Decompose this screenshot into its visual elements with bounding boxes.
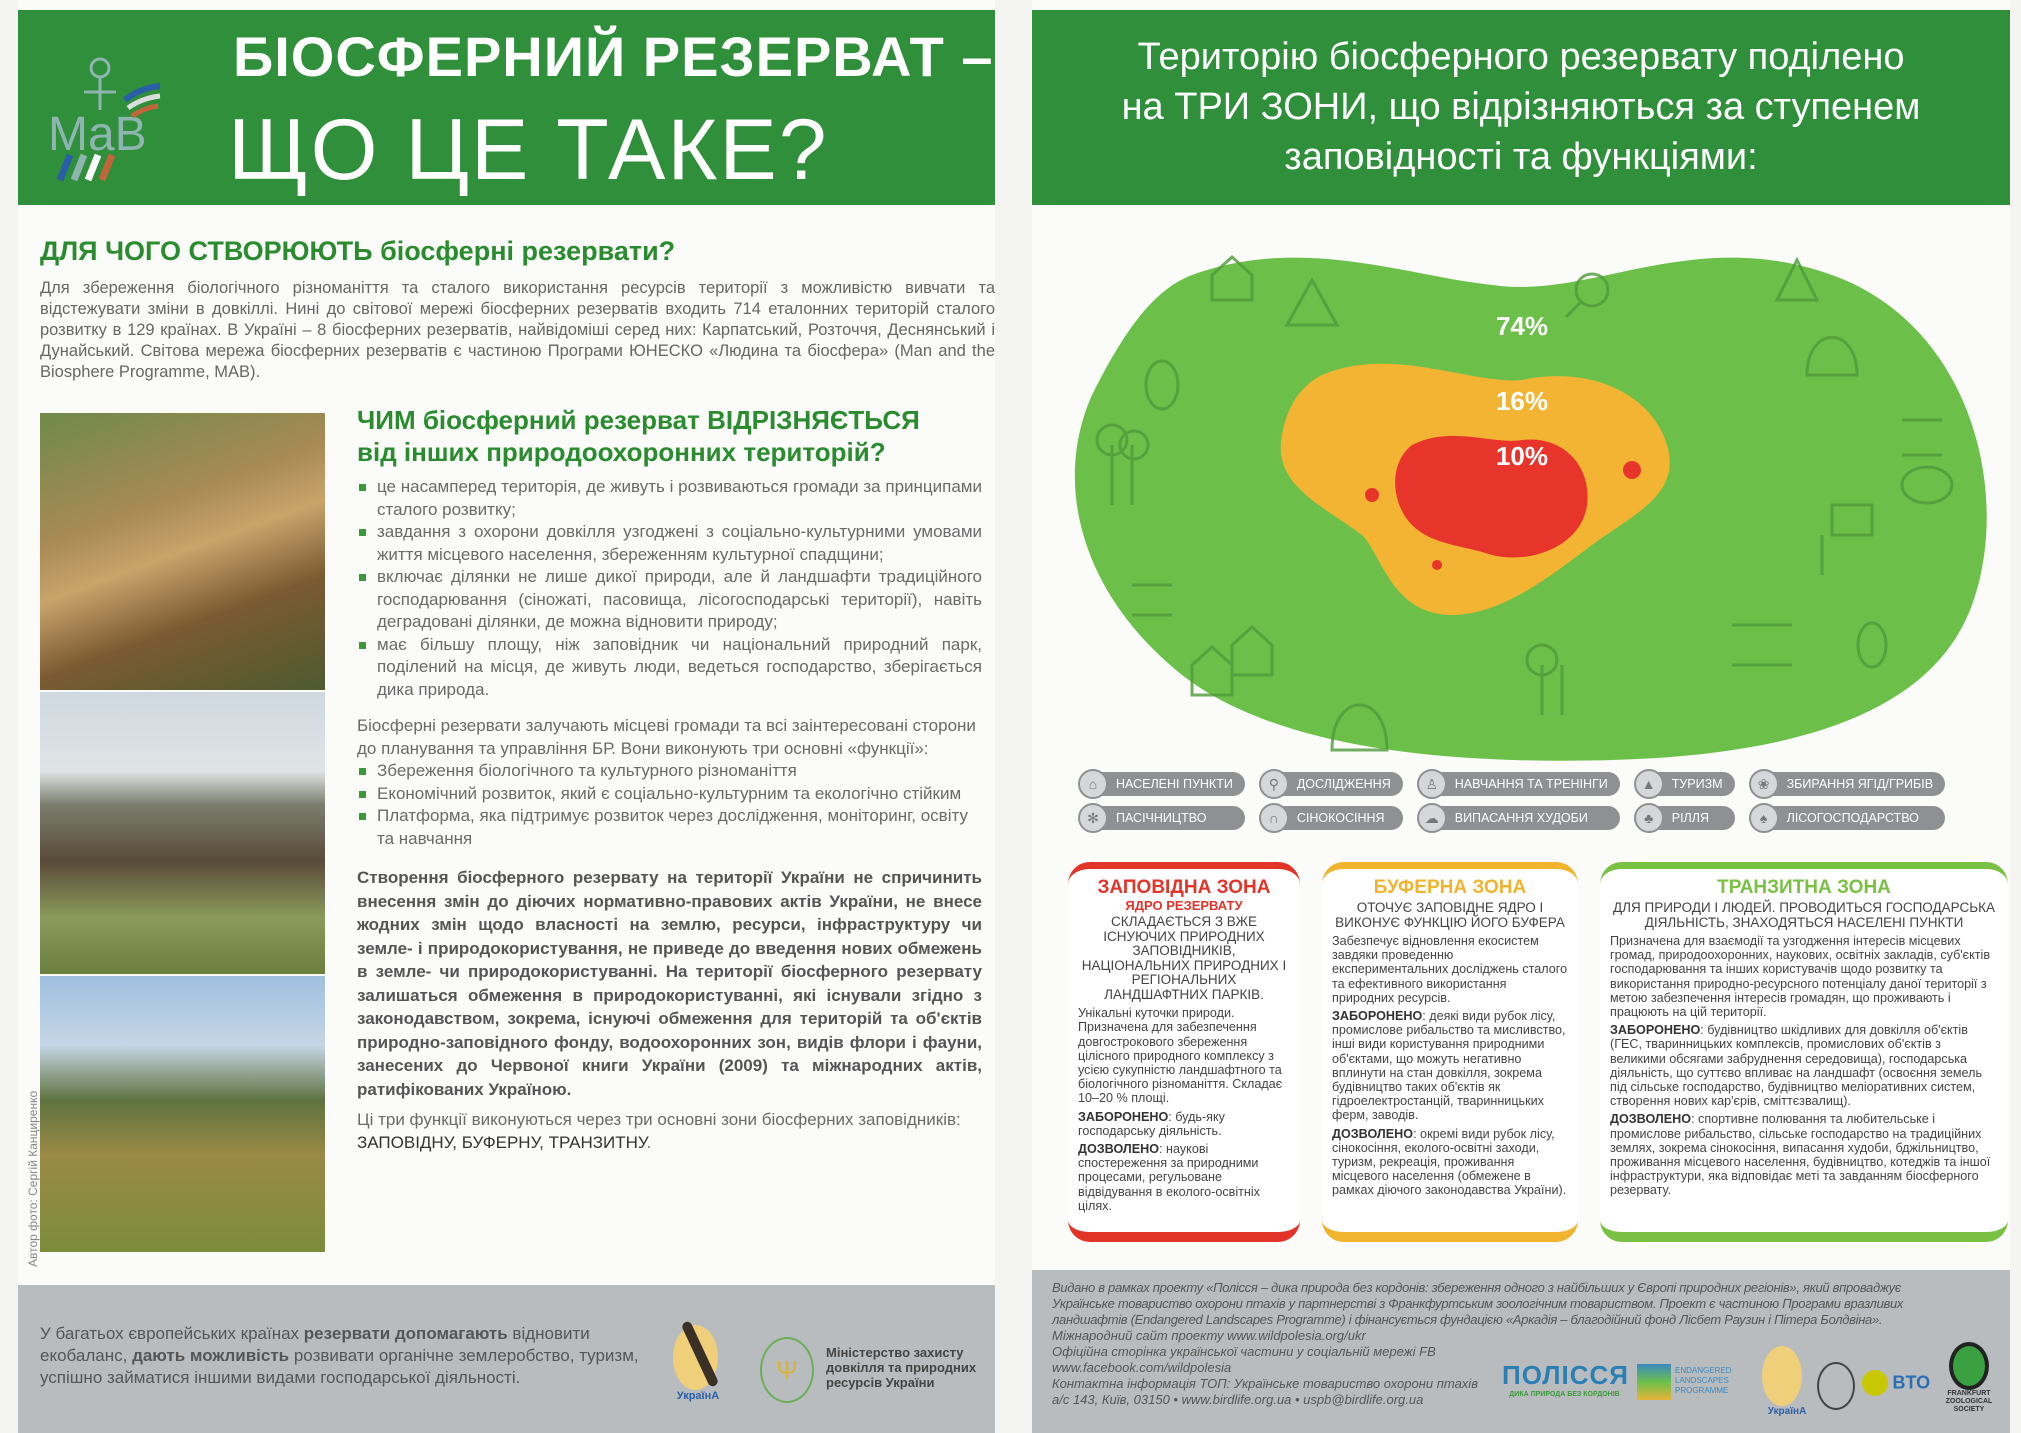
zone-allowed — [1078, 1142, 1290, 1213]
zone-forbidden — [1078, 1110, 1290, 1138]
footer-line: Видано в рамках проекту «Полісся – дика природа без кордонів: збереження одного з найбільших у Європі природних регіонів», який впроваджує — [1052, 1280, 1901, 1295]
right-header — [1032, 10, 2010, 205]
ministry-name: Міністерство захисту довкілля та природних ресурсів України — [826, 1345, 977, 1390]
zone-allowed — [1610, 1112, 1998, 1197]
zone-description: Забезпечує відновлення екосистем завдяки проведенню експериментальних досліджень сталого та ефективного використання природних ресурсів. — [1332, 934, 1568, 1005]
footer-line: ландшафтів (Endangered Landscapes Programme) і фінансується фундацією «Аркадія – благодійний фонд Лісбет Раузин і Пітера Болдвіна». — [1052, 1312, 1883, 1327]
zone-description: Призначена для взаємодії та узгодження інтересів місцевих громад, природоохоронних, наукових, освітніх закладів, суб'єктів господарювання та інших користувачів щодо розвитку та використання природно-ресурсного потенціалу даної території з метою забезпечення інтересів громадян, що проживають і працюють на цій території. — [1610, 934, 1991, 1020]
forbidden-label: ЗАБОРОНЕНО — [1610, 1023, 1701, 1038]
section2-heading-line2: від інших природоохоронних територій? — [357, 437, 886, 467]
legend-label: ЛІСОГОСПОДАРСТВО — [1786, 811, 1919, 825]
zones-sentence-text: Ці три функції виконуються через три основні зони біосферних заповідників: — [357, 1110, 961, 1129]
top-logo-text: УкраїнА — [676, 1390, 720, 1402]
right-footer — [1032, 1270, 2010, 1433]
legend-item — [1636, 806, 1735, 830]
forbidden-text: : деякі види рубок лісу, промислове рибальство та мисливство, інші види користування природними об'єктами, що можуть негативно вплинути на стан довкілля, зокрема будівництво таких об'єктів як гідроелектростанцій, тваринницьких ферм, заводів. — [1332, 1009, 1566, 1123]
zone-caption: ДЛЯ ПРИРОДИ І ЛЮДЕЙ. ПРОВОДИТЬСЯ ГОСПОДАРСЬКА ДІЯЛЬНІСТЬ, ЗНАХОДЯТЬСЯ НАСЕЛЕНІ ПУНКТИ — [1613, 900, 1995, 930]
core-percentage: 10% — [1495, 441, 1549, 471]
zone-caption: СКЛАДАЄТЬСЯ З ВЖЕ ІСНУЮЧИХ ПРИРОДНИХ ЗАПОВІДНИКІВ, НАЦІОНАЛЬНИХ ПРИРОДНИХ І РЕГІОНАЛЬНИХ ЛАНДШАФТНИХ ПАРКІВ. — [1081, 914, 1287, 1002]
ministry-emblem-icon: Ψ — [760, 1337, 814, 1403]
tent-icon: ▲ — [1634, 769, 1664, 799]
allowed-text: : спортивне полювання та любительське і промислове рибальство, сільське господарство на традиційних землях, зокрема сінокосіння, випасання худоби, бджільництво, проживання місцевого населення, будівництво, котеджів та іншої інфраструктури, яка відповідає меті та завданням біосферного резервату. — [1610, 1112, 1991, 1198]
zone-description: Унікальні куточки природи. Призначена для забезпечення довгострокового збереження цілісного природного комплексу з усією сукупністю ландшафтного та біологічного різноманіття. Складає 10–20 % площі. — [1078, 1006, 1283, 1106]
zone-caption: ОТОЧУЄ ЗАПОВІДНЕ ЯДРО І ВИКОНУЄ ФУНКЦІЮ ЙОГО БУФЕРА — [1335, 900, 1565, 930]
zone-title: ЗАПОВІДНА ЗОНА — [1097, 877, 1271, 898]
list-item: має більшу площу, ніж заповідник чи національний природний парк, поділений на місця, де живуть люди, ведеться господарство, зберігається дика природа. — [357, 634, 982, 702]
legend-item — [1751, 772, 1945, 796]
allowed-label: ДОЗВОЛЕНО — [1078, 1142, 1160, 1157]
bto-logo-text: BTO — [1892, 1372, 1931, 1393]
teacher-icon: ♙ — [1417, 769, 1447, 799]
functions-list — [357, 760, 982, 850]
zone-allowed — [1332, 1127, 1568, 1198]
photo-cranes-field — [40, 976, 325, 1252]
polissia-logo — [1502, 1360, 1627, 1398]
list-item: Платформа, яка підтримує розвиток через дослідження, моніторинг, освіту та навчання — [357, 805, 982, 850]
legend-label: СІНОКОСІННЯ — [1296, 811, 1385, 825]
footer-line: Контактна інформація ТОП: Українське товариство охорони птахів — [1052, 1376, 1478, 1391]
trees-icon: ♠ — [1749, 803, 1779, 833]
section2-heading-line1: ЧИМ біосферний резерват ВІДРІЗНЯЄТЬСЯ — [357, 405, 920, 435]
mab-logo-text: MaB — [48, 108, 147, 161]
zone-subtitle: ЯДРО РЕЗЕРВАТУ — [1125, 898, 1243, 913]
forbidden-text: : будівництво шкідливих для довкілля об'єктів (ГЕС, тваринницьких комплексів, промислових об'єктів з великими обсягами забруднення середовища), господарська діяльність, що суттєво впливає на ландшафт (освоєння земель під сільське господарство, будівництво меліоративних систем, створення нових кар'єрів, сміттєзвалищ). — [1610, 1023, 1983, 1109]
right-header-text — [1032, 32, 2010, 182]
bird-logo — [1817, 1362, 1855, 1410]
footer-line: Українське товариство охорони птахів у партнерстві з Франкфуртським зоологічним товариством. Проект є частиною Програми вразливих — [1052, 1296, 1904, 1311]
polissia-logo-sub: ДИКА ПРИРОДА БЕЗ КОРДОНІВ — [1509, 1391, 1620, 1398]
list-item: це насамперед територія, де живуть і розвиваються громади за принципами сталого розвитку; — [357, 476, 982, 521]
right-header-line2: на ТРИ ЗОНИ, що відрізняються за ступенем — [1121, 86, 1921, 128]
elp-logo-text: ENDANGERED LANDSCAPES PROGRAMME — [1675, 1366, 1732, 1395]
polissia-logo-text: ПОЛІССЯ — [1502, 1360, 1629, 1390]
list-item: включає ділянки не лише дикої природи, але й ландшафти традиційного господарювання (сіножаті, пасовища, лісогосподарські території), навіть деградовані ділянки, де можна відновити природу; — [357, 566, 982, 634]
footer-text — [40, 1323, 640, 1389]
house-icon: ⌂ — [1078, 769, 1108, 799]
zone-forbidden — [1332, 1009, 1568, 1123]
legend — [1080, 772, 1945, 830]
legal-text: Створення біосферного резервату на території України не спричинить внесення змін до діючих нормативно-правових актів України, не внесе жодних змін щодо власності на землю, ресурси, інфраструктуру чи земле- і природокористування, не приведе до введення нових обмежень в земле- чи природокористуванні. На території біосферного резервату залишаться обмеження в природокористуванні, які існували згідно з законодавством, зокрема, існуючі обмеження для територій та об'єктів природно-заповідного фонду, водоохоронних зон, видів флори і фауни, занесених до Червоної книги України (2009) та міжнародних актів, ратифікованих Україною. — [357, 868, 982, 1099]
right-header-line3: заповідності та функціями: — [1284, 136, 1758, 178]
top-ukraine-logo — [673, 1325, 723, 1410]
legend-label: ВИПАСАННЯ ХУДОБИ — [1454, 811, 1588, 825]
footer-text-d: дають можливість — [132, 1346, 290, 1365]
functions-intro: Біосферні резервати залучають місцеві громади та всі заінтересовані сторони до планування та управління БР. Вони виконують три основні «функції»: — [357, 716, 976, 758]
zones-sentence: Ці три функції виконуються через три основні зони біосферних заповідників: ЗАПОВІДНУ, БУФЕРНУ, ТРАНЗИТНУ. — [357, 1110, 961, 1152]
magnifier-icon: ⚲ — [1259, 769, 1289, 799]
transit-percentage: 74% — [1495, 311, 1549, 341]
left-header — [18, 10, 995, 205]
crops-icon: ♣ — [1634, 803, 1664, 833]
section1-heading: ДЛЯ ЧОГО СТВОРЮЮТЬ біосферні резервати? — [40, 236, 676, 266]
fzs-logo — [1937, 1342, 2001, 1414]
photo-mushroom-basket — [40, 413, 325, 690]
legend-item — [1261, 772, 1403, 796]
zone-forbidden — [1610, 1023, 1998, 1108]
legend-item — [1419, 772, 1620, 796]
left-footer — [18, 1285, 995, 1433]
zone-title: ТРАНЗИТНА ЗОНА — [1717, 877, 1891, 898]
footer-line: Офіційна сторінка української частини у соціальній мережі FB — [1052, 1344, 1436, 1359]
section1-text: Для збереження біологічного різноманіття та сталого використання ресурсів території з можливістю вивчати та відстежувати зміни в довкіллі. Нині до світової мережі біосферних резерватів входить 714 еталонних територій сталого розвитку в 129 країнах. В Україні – 8 біосферних резерватів, найвідоміші серед них: Карпатський, Розточчя, Деснянський і Дунайський. Світова мережа біосферних резерватів є частиною Програми ЮНЕСКО «Людина та біосфера» (Man and the Biosphere Programme, MAB). — [40, 279, 995, 381]
legend-item — [1636, 772, 1735, 796]
legend-label: ТУРИЗМ — [1671, 777, 1723, 791]
right-page — [1032, 0, 2010, 1433]
legend-label: РІЛЛЯ — [1671, 811, 1709, 825]
berries-icon: ❀ — [1749, 769, 1779, 799]
bee-icon: ✻ — [1078, 803, 1108, 833]
page-title-line1: БІОСФЕРНИЙ РЕЗЕРВАТ – — [233, 25, 994, 88]
left-page — [18, 0, 995, 1433]
legend-item — [1261, 806, 1403, 830]
allowed-label: ДОЗВОЛЕНО — [1332, 1126, 1414, 1141]
list-item: завдання з охорони довкілля узгоджені з соціально-культурними умовами життя місцевого населення, збереженням культурної спадщини; — [357, 521, 982, 566]
legend-label: ЗБИРАННЯ ЯГІД/ГРИБІВ — [1786, 777, 1934, 791]
legend-item — [1419, 806, 1620, 830]
zones-map — [1072, 245, 2002, 765]
legend-label: ДОСЛІДЖЕННЯ — [1296, 777, 1391, 791]
footer-text-e: розвивати органічне землеробство, туризм, успішно займатися іншими видами господарської діяльності. — [40, 1346, 639, 1387]
legend-label: НАВЧАННЯ ТА ТРЕНІНГИ — [1454, 777, 1608, 791]
legend-item — [1080, 806, 1245, 830]
photo-credit: Автор фото: Сергій Канциренко — [26, 1090, 40, 1267]
allowed-text: : окремі види рубок лісу, сінокосіння, еколого-освітні заходи, туризм, рекреація, проживання місцевого населення (обмежене в рамках діючого законодавства України). — [1332, 1126, 1567, 1198]
right-header-line1: Територію біосферного резервату поділено — [1137, 36, 1905, 78]
differences-list — [357, 476, 982, 701]
legend-label: НАСЕЛЕНІ ПУНКТИ — [1116, 777, 1233, 791]
sheep-icon: ☁ — [1417, 803, 1447, 833]
core-zone-card — [1068, 862, 1300, 1242]
forbidden-label: ЗАБОРОНЕНО — [1078, 1109, 1169, 1124]
section2-heading — [357, 404, 982, 468]
fzs-logo-text: FRANKFURT ZOOLOGICAL SOCIETY — [1945, 1390, 1993, 1413]
buffer-percentage: 16% — [1495, 386, 1549, 416]
core-spot — [1365, 488, 1379, 502]
footer-contact: а/с 143, Київ, 03150 • www.birdlife.org.ua • uspb@birdlife.org.ua — [1052, 1392, 1424, 1407]
elp-logo — [1637, 1364, 1752, 1404]
top-ukraine-logo — [1762, 1346, 1812, 1426]
list-item: Економічний розвиток, який є соціально-культурним та екологічно стійким — [357, 783, 982, 806]
list-item: Збереження біологічного та культурного різноманіття — [357, 760, 982, 783]
footer-text-c: відновити екобаланс, — [40, 1324, 590, 1365]
footer-text-b: резервати допомагають — [303, 1324, 508, 1343]
transit-zone-card — [1600, 862, 2008, 1242]
mab-logo — [40, 50, 170, 190]
buffer-zone-card — [1322, 862, 1578, 1242]
top-logo-text: УкраїнА — [1767, 1406, 1807, 1417]
zone-title: БУФЕРНА ЗОНА — [1373, 877, 1527, 898]
core-spot — [1623, 461, 1641, 479]
footer-link[interactable]: www.facebook.com/wildpolesia — [1052, 1360, 1232, 1375]
bto-logo — [1862, 1370, 1932, 1396]
legend-item — [1751, 806, 1945, 830]
forbidden-label: ЗАБОРОНЕНО — [1332, 1009, 1423, 1024]
footer-text-a: У багатьох європейських країнах — [40, 1324, 304, 1343]
legend-label: ПАСІЧНИЦТВО — [1116, 811, 1207, 825]
allowed-text: : наукові спостереження за природними процесами, регульоване відвідування в еколого-освітніх цілях. — [1078, 1142, 1260, 1213]
core-spot — [1432, 560, 1442, 570]
footer-link[interactable]: Міжнародний сайт проекту www.wildpolesia.org/ukr — [1052, 1328, 1366, 1343]
forbidden-text: : будь-яку господарську діяльність. — [1078, 1109, 1225, 1138]
allowed-label: ДОЗВОЛЕНО — [1610, 1112, 1692, 1127]
legend-item — [1080, 772, 1245, 796]
photo-horse-cart — [40, 692, 325, 974]
zones-names: ЗАПОВІДНУ, БУФЕРНУ, ТРАНЗИТНУ — [357, 1132, 647, 1152]
page-title-line2: ЩО ЦЕ ТАКЕ? — [228, 102, 829, 198]
haystack-icon: ∩ — [1259, 803, 1289, 833]
